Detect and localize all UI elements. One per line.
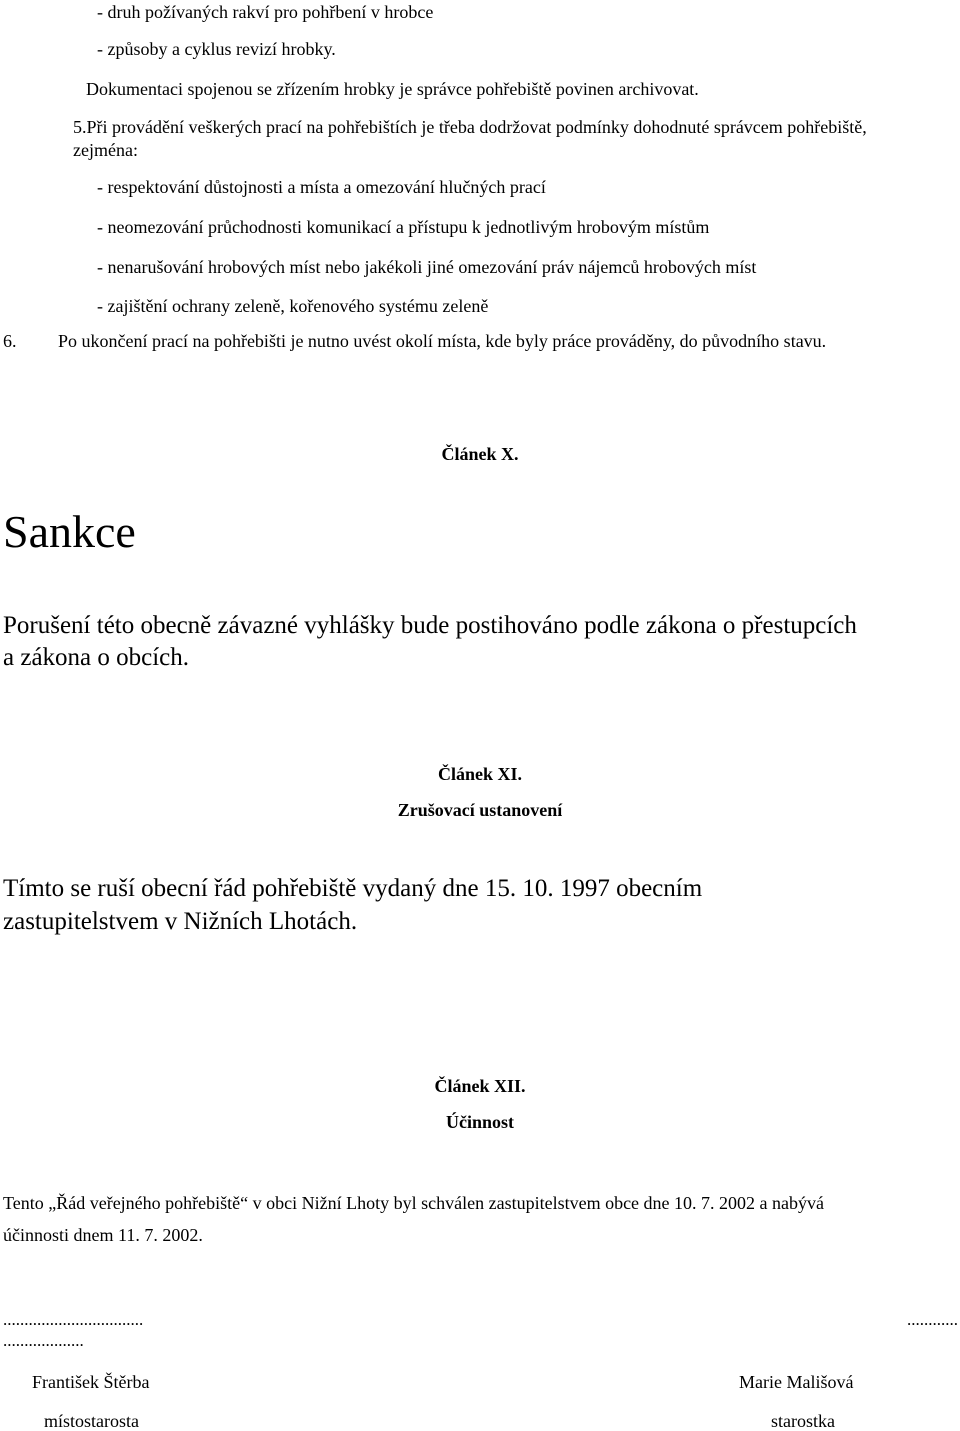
- paragraph: Dokumentaci spojenou se zřízením hrobky je správce pohřebiště povinen archivovat.: [86, 79, 699, 99]
- signature-role-left: místostarosta: [44, 1411, 139, 1431]
- section-5-line-2: zejména:: [73, 140, 138, 160]
- list-item: - nenarušování hrobových míst nebo jakékoli jiné omezování práv nájemců hrobových míst: [97, 257, 757, 277]
- section-6-number: 6.: [3, 331, 17, 351]
- article-x-text-line-2: a zákona o obcích.: [3, 644, 190, 671]
- signature-name-right: Marie Mališová: [739, 1372, 854, 1392]
- signature-dots-left: .................................: [3, 1310, 144, 1329]
- signature-dots-left-2: ...................: [3, 1331, 84, 1350]
- section-5-line-1: 5.Při provádění veškerých prací na pohřebištích je třeba dodržovat podmínky dohodnuté správcem pohřebiště,: [73, 117, 867, 137]
- signature-role-right: starostka: [771, 1411, 835, 1431]
- article-xi-text-line-2: zastupitelstvem v Nižních Lhotách.: [3, 908, 358, 935]
- article-x-text-line-1: Porušení této obecně závazné vyhlášky bude postihováno podle zákona o přestupcích: [3, 612, 857, 639]
- signature-dots-right: ............: [907, 1310, 958, 1329]
- list-item: - respektování důstojnosti a místa a omezování hlučných prací: [97, 177, 546, 197]
- section-6-text: Po ukončení prací na pohřebišti je nutno uvést okolí místa, kde byly práce prováděny, do původního stavu.: [58, 331, 827, 351]
- list-item: - způsoby a cyklus revizí hrobky.: [97, 39, 336, 59]
- list-item: - zajištění ochrany zeleně, kořenového systému zeleně: [97, 296, 489, 316]
- list-item: - neomezování průchodnosti komunikací a přístupu k jednotlivým hrobovým místům: [97, 217, 710, 237]
- article-xii-text-line-1: Tento „Řád veřejného pohřebiště“ v obci Nižní Lhoty byl schválen zastupitelstvem obce dne 10. 7. 2002 a nabývá: [3, 1193, 825, 1213]
- signature-name-left: František Štěrba: [32, 1372, 150, 1392]
- article-xii-title: Článek XII.: [434, 1076, 526, 1096]
- article-xi-text-line-1: Tímto se ruší obecní řád pohřebiště vydaný dne 15. 10. 1997 obecním: [3, 875, 703, 902]
- list-item: - druh požívaných rakví pro pohřbení v hrobce: [97, 2, 434, 22]
- article-x-title: Článek X.: [441, 444, 519, 464]
- page-title: Sankce: [3, 506, 136, 557]
- article-xi-title: Článek XI.: [437, 764, 522, 784]
- article-xi-subtitle: Zrušovací ustanovení: [397, 800, 563, 820]
- article-xii-subtitle: Účinnost: [445, 1112, 514, 1132]
- article-xii-text-line-2: účinnosti dnem 11. 7. 2002.: [3, 1225, 203, 1245]
